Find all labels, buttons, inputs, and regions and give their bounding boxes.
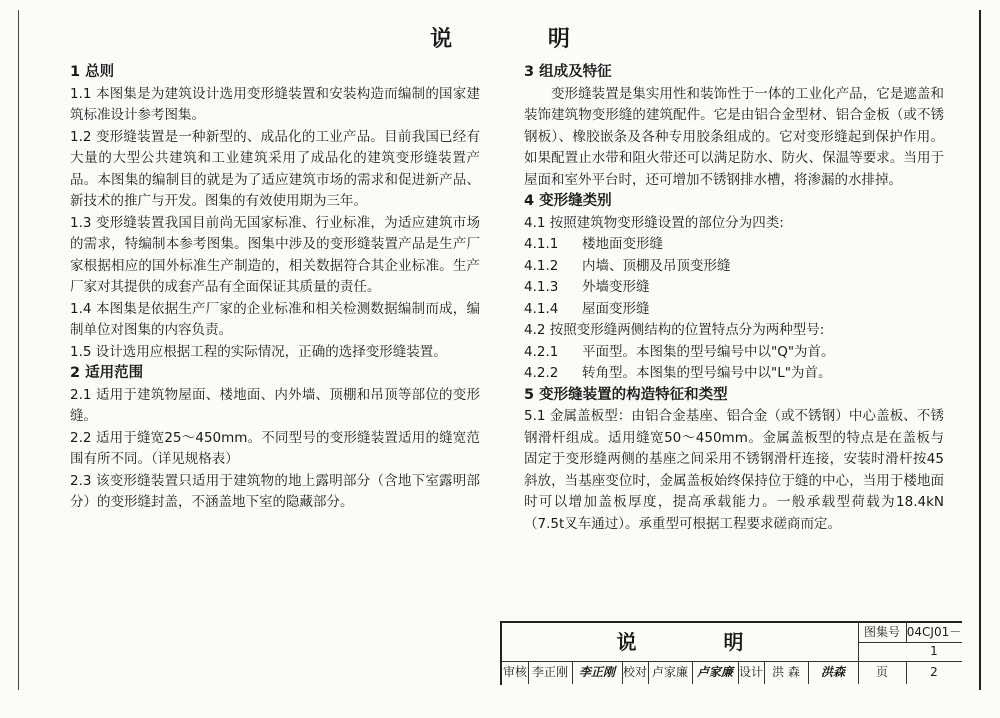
title-block-row-top <box>502 623 962 662</box>
list-item-text: 平面型。本图集的型号编号中以"Q"为首。 <box>582 343 835 360</box>
paragraph: 1.1 本图集是为建筑设计选用变形缝装置和安装构造而编制的国家建筑标准设计参考图集。 <box>70 85 480 123</box>
list-item-number: 4.1.4 <box>524 300 559 317</box>
paragraph: 2.1 适用于建筑物屋面、楼地面、内外墙、顶棚和吊顶等部位的变形缝。 <box>70 386 480 424</box>
list-item-number: 4.1.2 <box>524 257 559 274</box>
review-name: 李正刚 <box>528 661 573 684</box>
paragraph: 1.5 设计选用应根据工程的实际情况，正确的选择变形缝装置。 <box>70 343 447 360</box>
paragraph: 2.3 该变形缝装置只适用于建筑物的地上露明部分（含地下室露明部分）的变形缝封盖，不涵盖地下室的隐藏部分。 <box>70 472 480 510</box>
title-block-row-bottom <box>502 661 962 684</box>
list-item-number: 4.1.3 <box>524 279 559 295</box>
atlas-no: 04CJ01－1 <box>906 625 962 658</box>
list-item-number: 4.1.1 <box>524 236 559 252</box>
list-item-number: 4.2.1 <box>524 343 559 360</box>
section-heading: 1 总则 <box>70 64 115 80</box>
list-item-text: 内墙、顶棚及吊顶变形缝 <box>582 257 731 274</box>
list-item <box>524 299 944 321</box>
paragraph: 2.2 适用于缝宽25～450mm。不同型号的变形缝装置适用的缝宽范围有所不同。（详见规格表） <box>70 429 480 467</box>
list-item <box>524 277 944 299</box>
paragraph: 4.2 按照变形缝两侧结构的位置特点分为两种型号: <box>524 322 825 338</box>
design-signature: 洪森 <box>808 661 859 684</box>
list-item-text: 屋面变形缝 <box>582 300 650 317</box>
design-label: 设计 <box>738 661 765 684</box>
check-name: 卢家廉 <box>648 661 693 684</box>
review-signature: 李正刚 <box>572 661 623 684</box>
list-item <box>524 234 944 256</box>
paragraph: 变形缝装置是集实用性和装饰性于一体的工业化产品，它是遮盖和装饰建筑物变形缝的建筑配件。它是由铝合金型材、铝合金板（或不锈钢板）、橡胶嵌条及各种专用胶条组成的。它对变形缝起到保护作用。如果配置止水带和阻火带还可以满足防水、防火、保温等要求。当用于屋面和室外平台时，还可增加不锈钢排水槽，将渗漏的水排掉。 <box>524 85 944 188</box>
list-item-number: 4.2.2 <box>524 365 559 381</box>
list-item <box>524 342 944 364</box>
list-item <box>524 363 944 385</box>
list-item-text: 转角型。本图集的型号编号中以"L"为首。 <box>582 365 832 381</box>
right-column <box>524 62 944 535</box>
paragraph: 1.4 本图集是依据生产厂家的企业标准和相关检测数据编制而成，编制单位对图集的内容负责。 <box>70 300 480 338</box>
review-label: 审核 <box>502 661 529 684</box>
left-column <box>70 62 480 514</box>
atlas-no-label: 图集号 <box>858 623 907 643</box>
section-heading: 3 组成及特征 <box>524 64 612 80</box>
list-item-text: 外墙变形缝 <box>582 279 650 295</box>
list-item-text: 楼地面变形缝 <box>582 236 663 252</box>
section-heading: 2 适用范围 <box>70 365 144 381</box>
check-signature: 卢家廉 <box>692 661 739 684</box>
sheet-title: 说 明 <box>502 623 859 661</box>
check-label: 校对 <box>622 661 649 684</box>
paragraph: 1.2 变形缝装置是一种新型的、成品化的工业产品。目前我国已经有大量的大型公共建筑和工业建筑采用了成品化的建筑变形缝装置产品。本图集的编制目的就是为了适应建筑市场的需求和促进新产品、新技术的推广与开发。图集的有效使用期为三年。 <box>70 128 480 209</box>
design-name: 洪 森 <box>764 661 809 684</box>
paragraph: 5.1 金属盖板型：由铝合金基座、铝合金（或不锈钢）中心盖板、不锈钢滑杆组成。适用缝宽50～450mm。金属盖板型的特点是在盖板与固定于变形缝两侧的基座之间采用不锈钢滑杆连接，安装时滑杆按45斜放，当基座变位时，金属盖板始终保持位于缝的中心，当用于楼地面时可以增加盖板厚度，提高承载能力。一般承载型荷载为18.4kN（7.5t叉车通过）。承重型可根据工程要求磋商而定。 <box>524 408 944 532</box>
section-heading: 5 变形缝装置的构造特征和类型 <box>524 386 728 403</box>
page-label: 页 <box>858 661 907 684</box>
title-block <box>500 621 962 685</box>
paragraph: 4.1 按照建筑物变形缝设置的部位分为四类: <box>524 214 784 231</box>
page-title: 说 明 <box>430 27 614 52</box>
section-heading: 4 变形缝类别 <box>524 193 612 209</box>
paragraph: 1.3 变形缝装置我国目前尚无国家标准、行业标准，为适应建筑市场的需求，特编制本参考图集。图集中涉及的变形缝装置产品是生产厂家根据相应的国外标准生产制造的，相关数据符合其企业标准。生产厂家对其提供的成套产品有全面保证其质量的责任。 <box>70 214 480 295</box>
page-number: 2 <box>930 665 938 679</box>
list-item <box>524 256 944 278</box>
